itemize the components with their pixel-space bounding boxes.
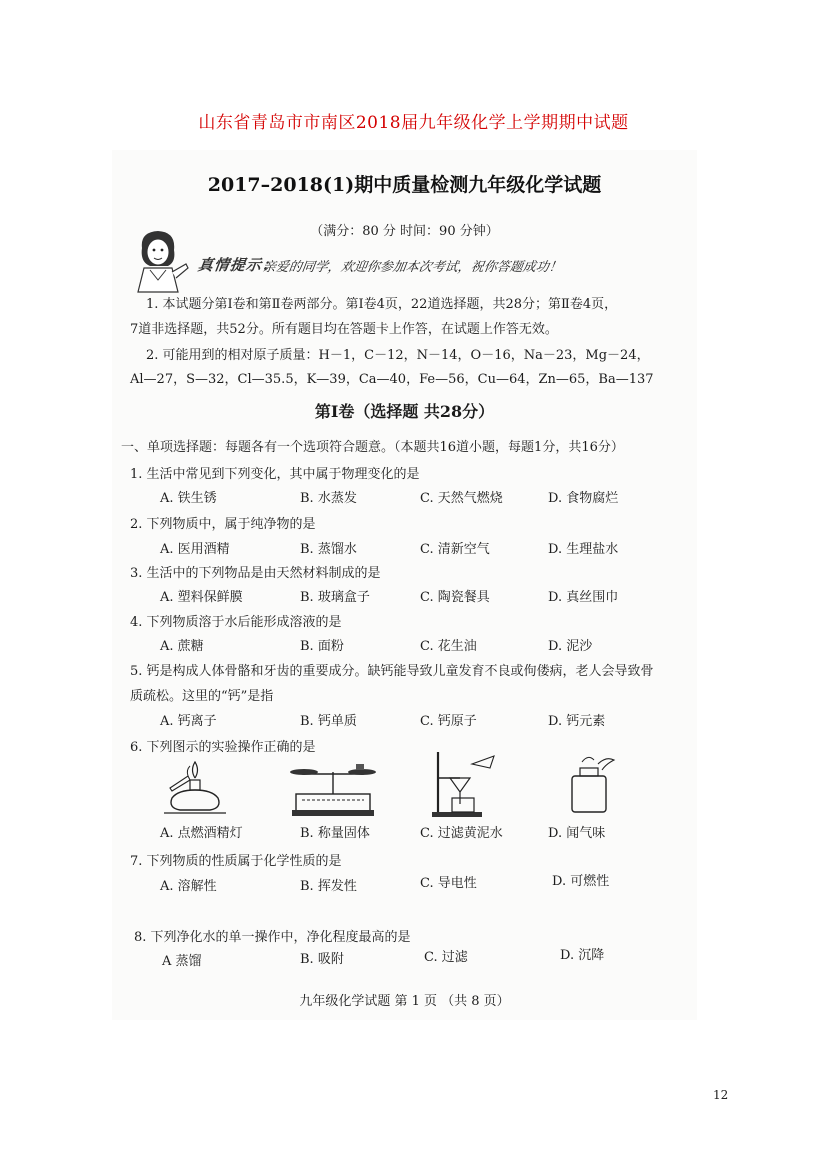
note-line: 1. 本试题分第Ⅰ卷和第Ⅱ卷两部分。第Ⅰ卷4页，22道选择题，共28分；第Ⅱ卷4页， [146, 297, 618, 312]
option: C. 陶瓷餐具 [420, 590, 490, 605]
option: D. 食物腐烂 [548, 491, 619, 506]
question-stem: 8. 下列净化水的单一操作中，净化程度最高的是 [134, 930, 411, 945]
option: C. 钙原子 [420, 714, 477, 729]
option: A 蒸馏 [162, 954, 202, 969]
option: B. 面粉 [300, 639, 344, 654]
option: D. 真丝围巾 [548, 590, 619, 605]
section-title: 第Ⅰ卷（选择题 共28分） [314, 402, 495, 421]
note-line: 2. 可能用到的相对原子质量：H－1，C－12，N－14，O－16，Na－23，Mg－24， [146, 348, 650, 363]
option: A. 医用酒精 [160, 542, 230, 557]
exam-page-footer: 九年级化学试题 第 1 页 （共 8 页） [299, 994, 510, 1009]
smelling-gas-illustration [562, 750, 618, 816]
tip-label: 真情提示： [196, 256, 280, 274]
option: B. 挥发性 [300, 879, 357, 894]
mascot-illustration [128, 228, 192, 294]
option: B. 钙单质 [300, 714, 357, 729]
option: D. 钙元素 [548, 714, 606, 729]
option: A. 塑料保鲜膜 [160, 590, 243, 605]
alcohol-lamp-illustration [160, 758, 230, 820]
option: C. 导电性 [420, 876, 477, 891]
option: A. 点燃酒精灯 [160, 826, 243, 841]
tip-text: 亲爱的同学，欢迎你参加本次考试，祝你答题成功！ [261, 260, 563, 275]
question-stem-continued: 质疏松。这里的“钙”是指 [130, 689, 274, 704]
option: D. 泥沙 [548, 639, 593, 654]
option: B. 玻璃盒子 [300, 590, 370, 605]
option: D. 可燃性 [552, 874, 610, 889]
option: C. 花生油 [420, 639, 477, 654]
option: A. 钙离子 [160, 714, 217, 729]
question-stem: 5. 钙是构成人体骨骼和牙齿的重要成分。缺钙能导致儿童发育不良或佝偻病，老人会导致骨 [130, 664, 654, 679]
filtration-illustration [428, 748, 500, 820]
question-stem: 1. 生活中常见到下列变化，其中属于物理变化的是 [130, 467, 420, 482]
option: A. 溶解性 [160, 879, 217, 894]
option: C. 过滤 [424, 950, 468, 965]
question-stem: 6. 下列图示的实验操作正确的是 [130, 740, 316, 755]
option: D. 沉降 [560, 948, 605, 963]
note-line: 7道非选择题，共52分。所有题目均在答题卡上作答，在试题上作答无效。 [130, 322, 558, 337]
part-instruction: 一、单项选择题：每题各有一个选项符合题意。（本题共16道小题，每题1分，共16分） [121, 440, 624, 455]
option: C. 清新空气 [420, 542, 490, 557]
option: C. 天然气燃烧 [420, 491, 503, 506]
page-number: 12 [713, 1088, 729, 1102]
balance-scale-illustration [286, 760, 380, 818]
option: D. 闻气味 [548, 826, 606, 841]
option: A. 蔗糖 [160, 639, 204, 654]
option: C. 过滤黄泥水 [420, 826, 503, 841]
option: B. 吸附 [300, 952, 344, 967]
question-stem: 3. 生活中的下列物品是由天然材料制成的是 [130, 566, 381, 581]
score-time-info: （满分：80 分 时间：90 分钟） [310, 224, 499, 239]
option: D. 生理盐水 [548, 542, 619, 557]
question-stem: 2. 下列物质中，属于纯净物的是 [130, 517, 316, 532]
option: B. 蒸馏水 [300, 542, 357, 557]
option: B. 水蒸发 [300, 491, 357, 506]
exam-title: 2017–2018(1)期中质量检测九年级化学试题 [207, 174, 602, 196]
option: A. 铁生锈 [160, 491, 217, 506]
question-stem: 4. 下列物质溶于水后能形成溶液的是 [130, 615, 342, 630]
question-stem: 7. 下列物质的性质属于化学性质的是 [130, 854, 342, 869]
option: B. 称量固体 [300, 826, 370, 841]
note-line: Al—27，S—32，Cl—35.5，K—39，Ca—40，Fe—56，Cu—64，Zn—65，Ba—137 [130, 372, 654, 387]
document-header: 山东省青岛市市南区2018届九年级化学上学期期中试题 [198, 113, 629, 133]
